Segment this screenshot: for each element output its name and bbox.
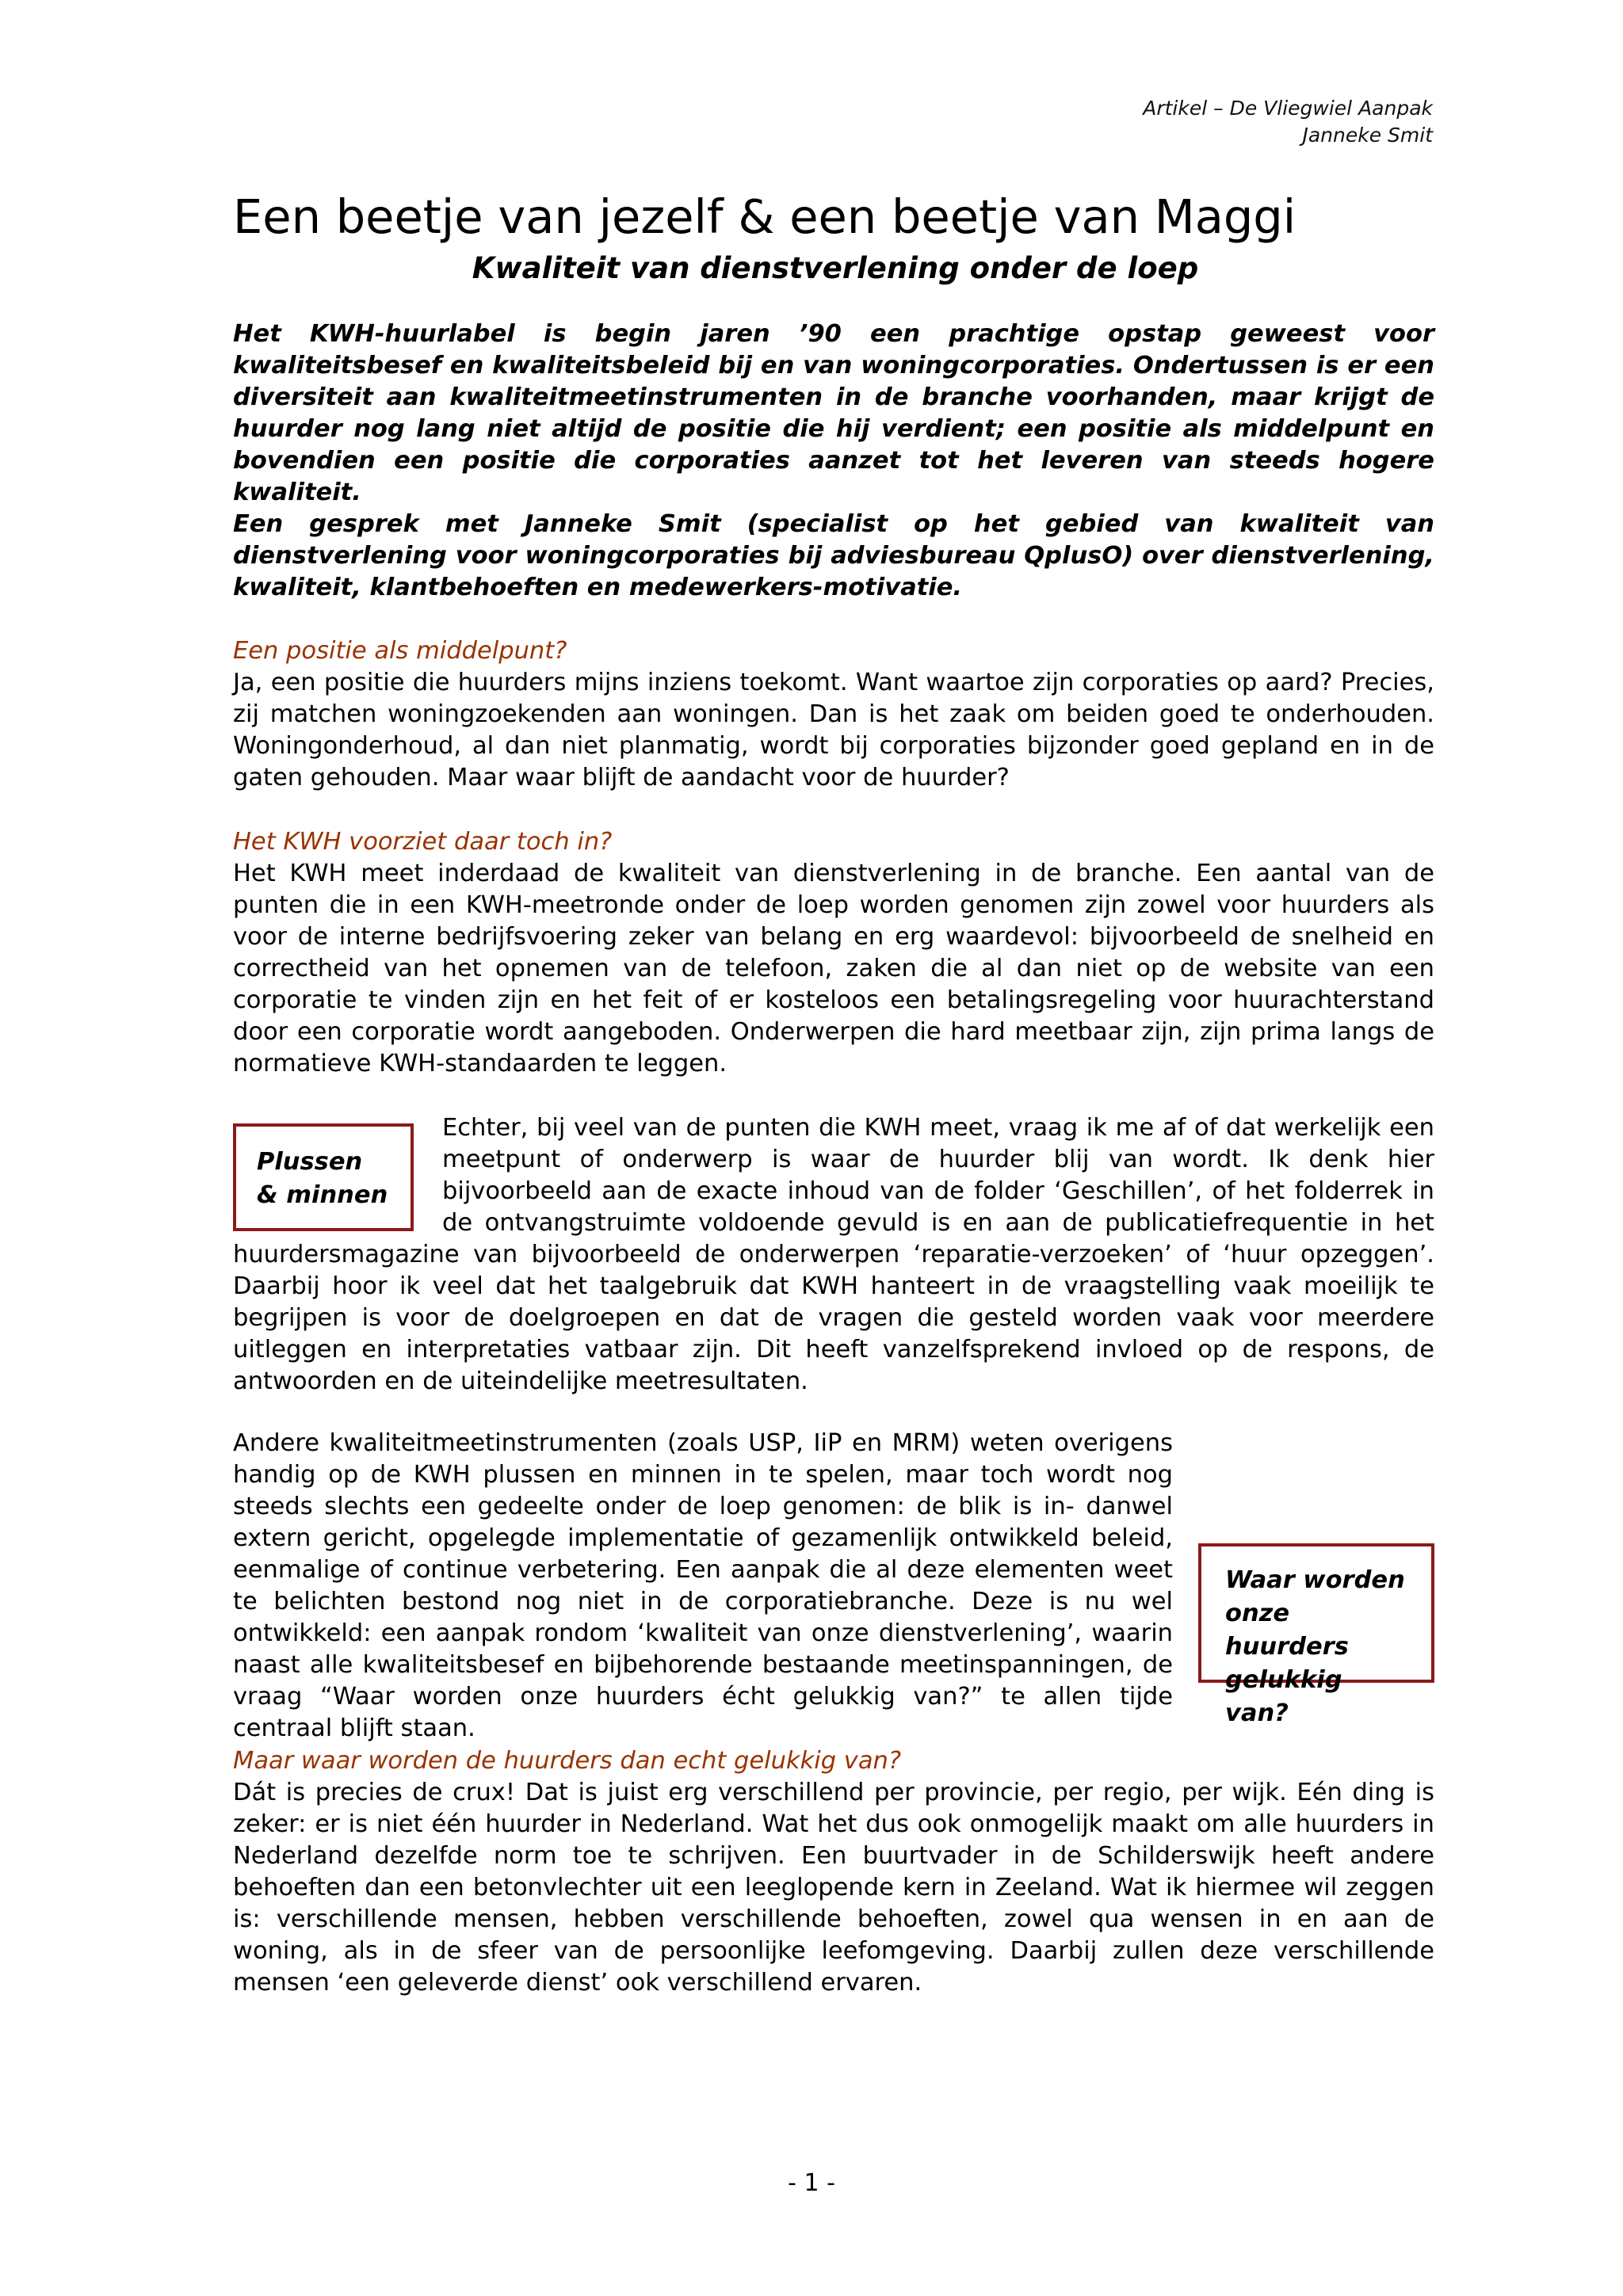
pullquote-box: Waar worden onze huurders gelukkig van? — [1198, 1543, 1434, 1683]
page-subtitle: Kwaliteit van dienstverlening onder de loep — [472, 251, 1199, 285]
header-author: Janneke Smit — [1302, 124, 1433, 147]
intro-block — [233, 318, 1434, 604]
section-plussen-minnen — [233, 1112, 1434, 1398]
section-body: Echter, bij veel van de punten die KWH meet, vraag ik me af of dat werkelijk een meetpunt of onderwerp is waar de huurder blij van wordt. Ik denk hier bijvoorbeeld aan de exacte inhoud van de folder ‘Geschillen’, of het folderrek in de ontvangstruimte voldoende gevuld is en aan de publicatiefrequentie in het huurdersmagazine van bijvoorbeeld de onderwerpen ‘reparatie-verzoeken’ of ‘huur opzeggen’. Daarbij hoor ik veel dat het taalgebruik dat KWH hanteert in de vraagstelling vaak moeilijk te begrijpen is voor de doelgroepen en dat de vragen die gesteld worden vaak voor meerdere uitleggen en interpretaties vatbaar zijn. Dit heeft vanzelfsprekend invloed op de respons, de antwoorden en de uiteindelijke meetresultaten. — [233, 1114, 1434, 1395]
section-gelukkig — [233, 1745, 1434, 1999]
section-kwh — [233, 826, 1434, 1080]
section-heading: Het KWH voorziet daar toch in? — [233, 828, 613, 856]
header-meta — [1143, 95, 1433, 149]
section-heading: Maar waar worden de huurders dan echt gelukkig van? — [233, 1747, 902, 1775]
header-article-label: Artikel – De Vliegwiel Aanpak — [1143, 97, 1433, 120]
pullquote-box: Plussen & minnen — [233, 1123, 414, 1231]
page-title: Een beetje van jezelf & een beetje van Maggi — [233, 189, 1296, 244]
section-body: Ja, een positie die huurders mijns inziens toekomt. Want waartoe zijn corporaties op aard? Precies, zij matchen woningzoekenden aan woningen. Dan is het zaak om beiden goed te onderhouden. Woningonderhoud, al dan niet planmatig, wordt bij corporaties bijzonder goed gepland en in de gaten gehouden. Maar waar blijft de aandacht voor de huurder? — [233, 669, 1434, 791]
section-positie — [233, 635, 1434, 794]
intro-paragraph-1: Het KWH-huurlabel is begin jaren ’90 een prachtige opstap geweest voor kwaliteitsbesef en kwaliteitsbeleid bij en van woningcorporaties. Ondertussen is er een diversiteit aan kwaliteitmeetinstrumenten in de branche voorhanden, maar krijgt de huurder nog lang niet altijd de positie die hij verdient; een positie als middelpunt en bovendien een positie die corporaties aanzet tot het leveren van steeds hogere kwaliteit. — [233, 320, 1434, 506]
section-instrumenten — [233, 1428, 1434, 1745]
section-body: Andere kwaliteitmeetinstrumenten (zoals USP, IiP en MRM) weten overigens handig op de KWH plussen en minnen in te spelen, maar toch wordt nog steeds slechts een gedeelte onder de loep genomen: de blik is in- danwel extern gericht, opgelegde implementatie of gezamenlijk ontwikkeld beleid, eenmalige of continue verbetering. Een aanpak die al deze elementen weet te belichten bestond nog niet in de corporatiebranche. Deze is nu wel ontwikkeld: een aanpak rondom ‘kwaliteit van onze dienstverlening’, waarin naast alle kwaliteitsbesef en bijbehorende bestaande meetinspanningen, de vraag “Waar worden onze huurders écht gelukkig van?” te allen tijde centraal blijft staan. — [233, 1429, 1173, 1742]
section-body: Het KWH meet inderdaad de kwaliteit van dienstverlening in de branche. Een aantal van de punten die in een KWH-meetronde onder de loep worden genomen zijn zowel voor huurders als voor de interne bedrijfsvoering zeker van belang en erg waardevol: bijvoorbeeld de snelheid en correctheid van het opnemen van de telefoon, zaken die al dan niet op de website van een corporatie te vinden zijn en het feit of er kosteloos een betalingsregeling voor huurachterstand door een corporatie wordt aangeboden. Onderwerpen die hard meetbaar zijn, zijn prima langs de normatieve KWH-standaarden te leggen. — [233, 860, 1434, 1077]
page-number: - 1 - — [788, 2169, 835, 2197]
section-body: Dát is precies de crux! Dat is juist erg verschillend per provincie, per regio, per wijk. Eén ding is zeker: er is niet één huurder in Nederland. Wat het dus ook onmogelijk maakt om alle huurders in Nederland dezelfde norm toe te schrijven. Een buurtvader in de Schilderswijk heeft andere behoeften dan een betonvlechter uit een leeglopende kern in Zeeland. Wat ik hiermee wil zeggen is: verschillende mensen, hebben verschillende behoeften, zowel qua wensen in en aan de woning, als in de sfeer van de persoonlijke leefomgeving. Daarbij zullen deze verschillende mensen ‘een geleverde dienst’ ook verschillend ervaren. — [233, 1779, 1434, 1997]
intro-paragraph-2: Een gesprek met Janneke Smit (specialist op het gebied van kwaliteit van dienstverlening voor woningcorporaties bij adviesbureau QplusO) over dienstverlening, kwaliteit, klantbehoeften en medewerkers-motivatie. — [233, 510, 1434, 601]
section-heading: Een positie als middelpunt? — [233, 637, 567, 665]
